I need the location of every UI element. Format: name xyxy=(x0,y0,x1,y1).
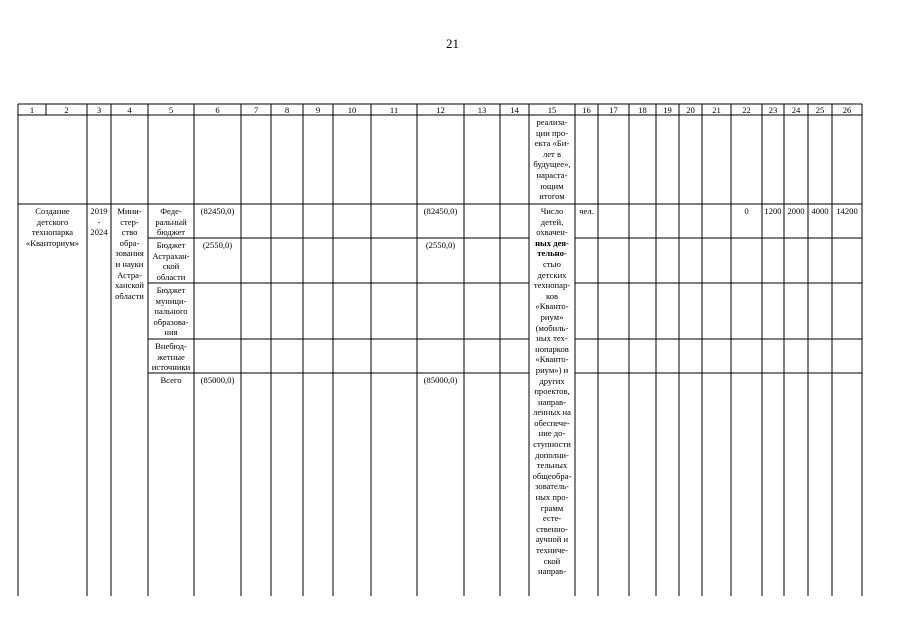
header-col-6: 6 xyxy=(215,104,220,115)
prev-row-indicator-text: реализа- ции про- екта «Би- лет в будущее», нараста- ющим итогом xyxy=(533,117,571,202)
header-col-11: 11 xyxy=(389,104,399,115)
event-name: Создание детского технопарка «Кванториум» xyxy=(25,206,80,248)
header-col-14: 14 xyxy=(510,104,519,115)
header-col-4: 4 xyxy=(127,104,132,115)
funding-regional-col6: (2550,0) xyxy=(202,240,233,250)
value-col23: 1200 xyxy=(764,206,782,216)
header-col-16: 16 xyxy=(582,104,591,115)
header-col-20: 20 xyxy=(686,104,695,115)
funding-regional-col12: (2550,0) xyxy=(425,240,456,250)
indicator-unit: чел. xyxy=(579,206,594,216)
header-col-7: 7 xyxy=(253,104,259,115)
value-col26: 14200 xyxy=(836,206,858,216)
header-col-22: 22 xyxy=(742,104,751,115)
indicator-text-bold: ных дея- тельно- xyxy=(535,237,569,259)
funding-source-total: Всего xyxy=(160,375,182,385)
header-col-19: 19 xyxy=(663,104,672,115)
value-col25: 4000 xyxy=(811,206,829,216)
header-col-21: 21 xyxy=(712,104,721,115)
funding-source-municipal: Бюджет муници- пального образова- ния xyxy=(153,285,189,338)
header-col-17: 17 xyxy=(609,104,618,115)
indicator-text xyxy=(529,206,575,577)
header-col-3: 3 xyxy=(96,104,102,115)
header-col-13: 13 xyxy=(477,104,487,115)
value-col22: 0 xyxy=(744,206,749,216)
header-col-1: 1 xyxy=(29,104,35,115)
period: 2019 - 2024 xyxy=(90,206,108,238)
header-col-8: 8 xyxy=(284,104,290,115)
indicator-text-top: Число детей, охвачен- xyxy=(536,206,568,238)
header-col-25: 25 xyxy=(815,104,825,115)
funding-total-col6: (85000,0) xyxy=(200,375,235,385)
funding-total-col12: (85000,0) xyxy=(423,375,458,385)
funding-source-extrabudget: Внебюд- жетные источники xyxy=(151,341,191,373)
funding-source-federal: Феде- ральный бюджет xyxy=(155,206,187,238)
header-col-5: 5 xyxy=(168,104,174,115)
header-col-26: 26 xyxy=(842,104,852,115)
header-col-23: 23 xyxy=(768,104,778,115)
funding-federal-col6: (82450,0) xyxy=(200,206,235,216)
funding-federal-col12: (82450,0) xyxy=(423,206,458,216)
header-col-18: 18 xyxy=(638,104,647,115)
indicator-text-rest: стью детских технопар- ков «Кванто- риум» (мобиль- ных тех- нопарков «Кванто- риум») и других проектов, направ- ленных на обеспече- ние до- ступности дополни- тельных общеобра- зователь- ных про- грамм есте- ственно- аучной и техниче- ской направ- xyxy=(532,258,572,577)
header-col-10: 10 xyxy=(347,104,357,115)
header-col-9: 9 xyxy=(315,104,321,115)
value-col24: 2000 xyxy=(787,206,805,216)
header-col-2: 2 xyxy=(64,104,69,115)
header-col-15: 15 xyxy=(547,104,557,115)
header-col-12: 12 xyxy=(436,104,445,115)
page-number: 21 xyxy=(446,36,459,51)
responsible-executor: Мини- стер- ство обра- зования и науки Астра- ханской области xyxy=(114,206,145,301)
funding-source-regional: Бюджет Астрахан- ской области xyxy=(152,240,190,282)
header-col-24: 24 xyxy=(791,104,801,115)
